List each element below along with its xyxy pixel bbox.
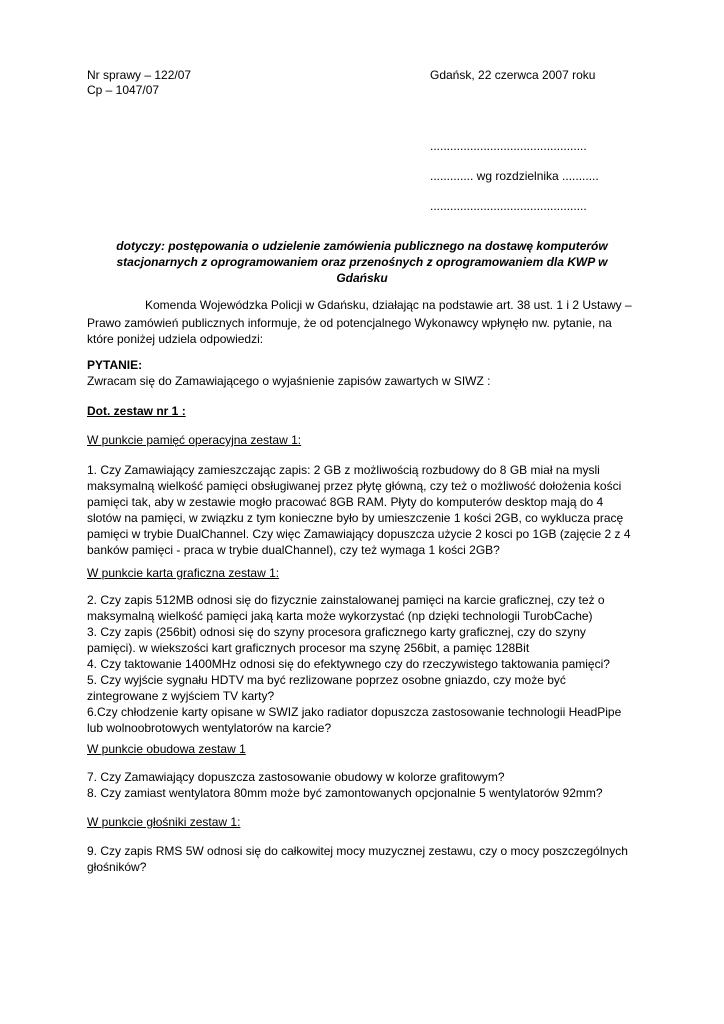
speakers-line: głośników? xyxy=(87,860,147,874)
intro-line-3: które poniżej udziela odpowiedzi: xyxy=(87,332,264,346)
question-intro: Zwracam się do Zamawiającego o wyjaśnienie zapisów zawartych w SIWZ : xyxy=(87,374,491,388)
memory-line: 1. Czy Zamawiający zamieszczając zapis: 2 GB z możliwością rozbudowy do 8 GB miał na mysli xyxy=(87,463,600,477)
subject-line-2: stacjonarnych z oprogramowaniem oraz przenośnych z oprogramowaniem dla KWP w xyxy=(116,255,608,269)
memory-line: pamięci tak, aby w zestawie mogło pracować 8GB RAM. Płyty do komputerów desktop mają do 4 xyxy=(87,495,604,509)
memory-line: banków pamięci - praca w trybie dualChannel), czy też wymaga 1 kości 2GB? xyxy=(87,543,500,557)
recipient-line-1: ............................................... xyxy=(430,139,587,153)
case-line: 8. Czy zamiast wentylatora 80mm może być zamontowanych opcjonalnie 5 wentylatorów 92mm? xyxy=(87,786,603,800)
set-heading: Dot. zestaw nr 1 : xyxy=(87,404,186,418)
place-date: Gdańsk, 22 czerwca 2007 roku xyxy=(430,68,596,82)
recipient-line-2: ............. wg rozdzielnika ........... xyxy=(430,169,599,183)
graphics-line: 3. Czy zapis (256bit) odnosi się do szyny procesora graficznego karty graficznej, czy do szyny xyxy=(87,625,586,639)
graphics-line: lub wolnoobrotowych wentylatorów na karcie? xyxy=(87,721,332,735)
subject-line-1: dotyczy: postępowania o udzielenie zamówienia publicznego na dostawę komputerów xyxy=(116,239,608,253)
graphics-line: pamięci). w wiekszości kart graficznych procesor ma szynę 256bit, a pamięc 128Bit xyxy=(87,641,530,655)
speakers-section-heading: W punkcie głośniki zestaw 1: xyxy=(87,815,241,829)
subject-line-3: Gdańsku xyxy=(336,271,388,285)
graphics-section-heading: W punkcie karta graficzna zestaw 1: xyxy=(87,566,280,580)
question-heading: PYTANIE: xyxy=(87,358,143,372)
graphics-line: maksymalną wielkość pamięci jaką karta może wykorzystać (np dzięki technologii TurobCache) xyxy=(87,609,593,623)
case-line: 7. Czy Zamawiający dopuszcza zastosowanie obudowy w kolorze grafitowym? xyxy=(87,770,505,784)
speakers-line: 9. Czy zapis RMS 5W odnosi się do całkowitej mocy muzycznej zestawu, czy o mocy poszczególnych xyxy=(87,844,628,858)
memory-line: slotów na pamięci, w związku z tym konieczne było by umieszczenie 1 kości 2GB, co wyklucza pracę xyxy=(87,511,624,525)
case-section-heading: W punkcie obudowa zestaw 1 xyxy=(87,742,246,756)
memory-section-heading: W punkcie pamięć operacyjna zestaw 1: xyxy=(87,433,302,447)
case-number: Nr sprawy – 122/07 xyxy=(87,68,192,82)
intro-line-1: Komenda Wojewódzka Policji w Gdańsku, działając na podstawie art. 38 ust. 1 i 2 Ustawy – xyxy=(145,298,632,312)
cp-number: Cp – 1047/07 xyxy=(87,83,160,97)
recipient-line-3: ............................................... xyxy=(430,199,587,213)
graphics-line: 5. Czy wyjście sygnału HDTV ma być rezlizowane poprzez osobne gniazdo, czy może być xyxy=(87,673,566,687)
graphics-line: zintegrowane z wyjściem TV karty? xyxy=(87,689,275,703)
memory-line: maksymalną wielkość pamięci obsługiwanej przez płytę główną, czy też o możliwość dołożenia kości xyxy=(87,479,622,493)
graphics-line: 4. Czy taktowanie 1400MHz odnosi się do efektywnego czy do rzeczywistego taktowania pamięci? xyxy=(87,657,610,671)
graphics-line: 6.Czy chłodzenie karty opisane w SWIZ jako radiator dopuszcza zastosowanie technologii HeadPipe xyxy=(87,705,622,719)
memory-line: pamięci w trybie DualChannel. Czy więc Zamawiający dopuszcza użycie 2 kosci po 1GB (zajęcie 2 z 4 xyxy=(87,527,631,541)
intro-line-2: Prawo zamówień publicznych informuje, że od potencjalnego Wykonawcy wpłynęło nw. pytanie, na xyxy=(87,316,612,330)
graphics-line: 2. Czy zapis 512MB odnosi się do fizycznie zainstalowanej pamięci na karcie graficznej, czy też o xyxy=(87,593,605,607)
